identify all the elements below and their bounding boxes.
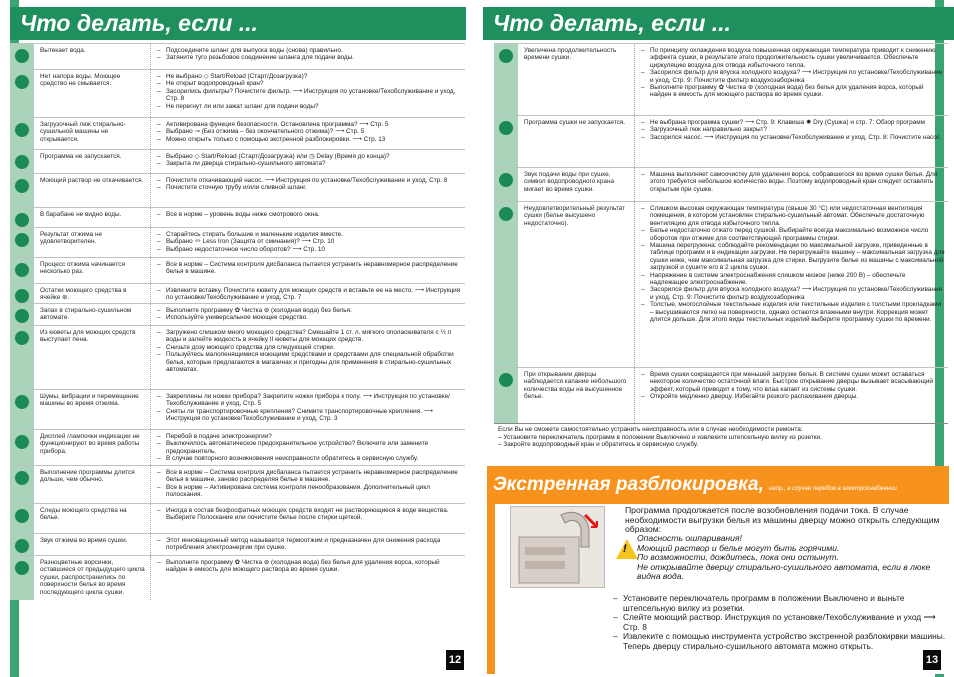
solution-list xyxy=(150,326,465,389)
bullet-dot-icon xyxy=(15,509,29,523)
problem-text: Программа не запускается. xyxy=(40,153,122,160)
row-marker xyxy=(494,202,518,367)
solution-list xyxy=(150,118,465,149)
bullet-dot-icon xyxy=(15,263,29,277)
row-marker xyxy=(494,168,518,201)
solution-list xyxy=(150,258,465,283)
bullet-dot-icon xyxy=(15,123,29,137)
warning-title: Опасность ошпаривания! xyxy=(637,533,742,543)
solution-item: – Сняты ли транспортировочные крепления? Снимите транспортировочные крепления. ⟶ Инструкция по установке/Техобслуживание и уход, Стр. 3 xyxy=(157,408,462,423)
table-row xyxy=(494,115,948,167)
problem-text: Звук отжима во время сушки. xyxy=(40,537,128,544)
solution-item: – Откройте медленно дверцу. Избегайте резкого распахивания дверцы. xyxy=(641,393,945,400)
row-marker xyxy=(494,116,518,167)
row-marker xyxy=(10,70,34,117)
solution-item: – Извлеките вставку. Почистите кювету для моющих средств и вставьте ее на место. ⟶ Инструкция по установке/Техобслуживание и уход, Стр. 7 xyxy=(157,287,462,302)
bullet-dot-icon xyxy=(15,539,29,553)
problem-text: Остатки моющего средства в ячейке ⊛. xyxy=(40,287,127,302)
problem-text: Следы моющего средства на белье. xyxy=(40,507,127,522)
bullet-dot-icon xyxy=(15,49,29,63)
bullet-dot-icon xyxy=(15,155,29,169)
bullet-dot-icon xyxy=(15,561,29,575)
row-marker xyxy=(10,326,34,389)
solution-item: – Старайтесь стирать большие и маленькие изделия вместе. xyxy=(157,231,462,238)
problem-text: Процесс отжима начинается несколько раз. xyxy=(40,261,125,276)
solution-list xyxy=(150,174,465,207)
service-note-item: – Установите переключатель программ в положении Выключено и извлеките штепсельную вилку из розетки. xyxy=(498,433,822,441)
service-note xyxy=(494,423,948,449)
service-note-item: – Закройте водопроводный кран и обратитесь в сервисную службу. xyxy=(498,441,699,448)
row-marker xyxy=(10,284,34,303)
solution-item: – Время сушки сокращается при меньшей загрузке белья. В системе сушки может оставаться некоторое количество остаточной влаги. Быстрое открывание дверцы вызывает всасывающий эффект, который приводит к тому, что влаа капает из системы сушки. xyxy=(641,371,945,393)
row-marker xyxy=(10,118,34,149)
emergency-step: – Установите переключатель программ в положении Выключено и выньте штепсельную вилку из розетки. xyxy=(613,594,951,613)
row-marker xyxy=(10,150,34,173)
row-marker xyxy=(10,504,34,533)
solution-item: – Засорились фильтры? Почистите фильтр. ⟶ Инструкция по установке/Техобслуживание и уход, Стр. 8 xyxy=(157,88,462,103)
solution-item: – Выбрано ⊸ (Без отжима – без окончательного отжима)? ⟶ Стр. 5 xyxy=(157,128,462,135)
table-row xyxy=(10,303,465,325)
problem-text: Результат отжима не удовлетворителен. xyxy=(40,231,103,246)
right-troubleshooting-table xyxy=(494,43,948,423)
problem-text: Дисплей /лампочки индикации не функционируют во время работы прибора. xyxy=(40,433,140,455)
problem-text: Загрузочный люк стирально-сушильной машины не открывается. xyxy=(40,121,126,143)
table-row xyxy=(10,227,465,257)
problem-text: В барабане не видно воды. xyxy=(40,211,122,218)
problem-text: Запах в стирально-сушильном автомате. xyxy=(40,307,132,322)
emergency-subtitle: напр., в случае перебоя в электроснабжении xyxy=(769,486,897,492)
solution-item: – Загрузочный люк направильно закрыт? xyxy=(641,126,945,133)
solution-item: – Все в норме – Система контроля дисбаланса пытается устранить неравномерное распределение белья в машине. xyxy=(157,261,462,276)
solution-list xyxy=(634,44,948,115)
solution-item: – Выбрано ◇ Start/Reload (Старт/Дозагрузка) или ◷ Delay (Время до конца)? xyxy=(157,153,462,160)
solution-item: – Машина перегружена: соблюдайте рекомендации по максимальной загрузке, приведенные в таблице программ и в индикации загрузки. Не перегружайте машину – максимальная загрузка для сушки ниже, чем максимальная загрузка для стирки. Выгрузите белье из машины с максимальной загрузкой и сушите его в 2 цикла сушки. xyxy=(641,242,945,272)
row-marker xyxy=(494,44,518,115)
solution-list xyxy=(150,284,465,303)
row-marker xyxy=(10,174,34,207)
solution-item: – В случае повторного возникновения неисправности обратитесь в сервисную службу. xyxy=(157,455,462,462)
solution-list xyxy=(150,504,465,533)
left-page-title: Что делать, если ... xyxy=(10,7,466,40)
solution-item: – Выполните программу ✿ Чистка ⊛ (холодная вода) без белья. xyxy=(157,307,462,314)
table-row xyxy=(10,429,465,465)
solution-item: – Не открыт водопроводный кран? xyxy=(157,80,462,87)
solution-item: – Выполните программу ✿ Чистка ⊛ (холодная вода) без белья для удаления ворса, который найден в емкость для моющего раствора во время сушки. xyxy=(157,559,462,574)
row-marker xyxy=(10,466,34,503)
table-row xyxy=(10,465,465,503)
service-note-intro: Если Вы не сможете самостоятельно устранить неисправность или в случае необходимости ремонта: xyxy=(498,426,803,433)
table-row xyxy=(10,325,465,389)
warning-line: Моющий раствор и белье могут быть горячими. xyxy=(637,542,840,553)
table-row xyxy=(10,533,465,555)
solution-item: – Снизьте дозу моющего средства для следующей стирки. xyxy=(157,344,462,351)
table-row xyxy=(10,207,465,227)
warning-line: По возможности, дождитесь, пока они остынут. xyxy=(637,552,839,563)
bullet-dot-icon xyxy=(499,207,513,221)
bullet-dot-icon xyxy=(15,233,29,247)
solution-list xyxy=(150,466,465,503)
solution-item: – Все в норме – Активирована система контроля пенообразования. Дополнительный цикл полоскания. xyxy=(157,484,462,499)
table-row xyxy=(10,555,465,600)
solution-item: – Машина выполняет самоочистку для удаления ворса, собравшегося во время сушки белья. Для этого требуется небольшое количество воды. Поэтому водопроводный кран следует оставлять открытым при сушке. xyxy=(641,171,945,193)
solution-list xyxy=(150,430,465,465)
table-row xyxy=(494,43,948,115)
emergency-unlock-header xyxy=(487,466,949,504)
problem-text: Шумы, вибрации и перемещение машины во время отжима. xyxy=(40,393,139,408)
solution-item: – Почистите откачивающий насос. ⟶ Инструкция по установке/Техобслуживание и уход, Стр. 8 xyxy=(157,177,462,184)
solution-item: – Затяните туго резьбовое соединение шланга для подачи воды. xyxy=(157,54,462,61)
solution-list xyxy=(150,228,465,257)
solution-list xyxy=(150,70,465,117)
solution-item: – Закреплены ли ножки прибора? Закрепите ножки прибора к полу. ⟶ Инструкция по установке/Техобслуживание и уход, Стр. 5 xyxy=(157,393,462,408)
problem-text: Разноцветные ворсинки, оставшиеся от предыдущего цикла сушки, распространились по поверхности белья во время последующего цикла сушки. xyxy=(40,559,145,596)
row-marker xyxy=(10,430,34,465)
solution-item: – Засорился фильтр для впуска холодного воздуха? ⟶ Инструкция по установке/Техобслуживание и уход, Стр. 9: Почистите фильтр воздухозаборника xyxy=(641,286,945,301)
solution-list xyxy=(150,556,465,600)
bullet-dot-icon xyxy=(15,289,29,303)
problem-text: Выполнение программы длится дольше, чем обычно. xyxy=(40,469,135,484)
problem-text: Вытекает вода. xyxy=(40,47,86,54)
bullet-dot-icon xyxy=(499,373,513,387)
solution-list xyxy=(150,44,465,69)
left-troubleshooting-table xyxy=(10,43,465,600)
solution-item: – Все в норме – уровень воды ниже смотрового окна. xyxy=(157,211,462,218)
row-marker xyxy=(10,228,34,257)
solution-item: – Выключилось автоматическое предохранительное устройство? Включите или замените предохранитель. xyxy=(157,440,462,455)
bullet-dot-icon xyxy=(15,395,29,409)
solution-item: – Выбрано недостаточное число оборотов? ⟶ Стр. 10 xyxy=(157,246,462,253)
bullet-dot-icon xyxy=(15,213,29,227)
solution-list xyxy=(150,150,465,173)
row-marker xyxy=(494,368,518,423)
table-row xyxy=(10,283,465,303)
table-row xyxy=(494,367,948,423)
emergency-step: – Извлеките с помощью инструмента устройство экстренной разблокирвки машины. Теперь дверцу стирально-сушильного автомата можно открыть. xyxy=(613,632,951,651)
solution-item: – Выбрано ⏛ Less Iron (Защита от сминания)? ⟶ Стр. 10 xyxy=(157,238,462,245)
solution-item: – Белье недостаточно отжато перед сушкой. Выбирайте всегда максимально возможное число оборотов при отжиме для соответствующей программы стирки. xyxy=(641,227,945,242)
problem-text: Неудовлетворительный результат сушки (белье высушено недостаточно). xyxy=(524,205,625,227)
scald-warning xyxy=(623,533,947,582)
table-row xyxy=(10,149,465,173)
solution-list xyxy=(634,116,948,167)
emergency-steps xyxy=(613,594,951,652)
solution-item: – Пользуйтесь малопенящимися моющими средствами и средствами для специальной обработки белья, которые предлагаются в магазинах и пригодны для применения в стирально-сушильных автоматах. xyxy=(157,351,462,373)
row-marker xyxy=(10,44,34,69)
exclamation-icon: ! xyxy=(623,543,627,555)
solution-list xyxy=(150,208,465,227)
solution-item: – Иногда в состав безфосфатных моющих средств входят не растворяющиеся в воде вещества. Выберите Полоскание или почистите белье после стирки щеткой. xyxy=(157,507,462,522)
solution-item: – Активирована функция безопасности. Остановлена программа? ⟶ Стр. 5 xyxy=(157,121,462,128)
emergency-title: Экстренная разблокировка, xyxy=(493,474,764,495)
solution-item: – Подсоедините шланг для выпуска воды (снова) правильно. xyxy=(157,47,462,54)
right-page-title: Что делать, если ... xyxy=(483,7,954,40)
table-row xyxy=(10,257,465,283)
bullet-dot-icon xyxy=(15,331,29,345)
emergency-intro: Программа продолжается после возобновления подачи тока. В случае необходимости выгрузки белья из машины дверцу можно открыть следующим образом: xyxy=(625,505,940,535)
table-row xyxy=(10,43,465,69)
solution-list xyxy=(150,390,465,429)
emergency-unlock-section xyxy=(487,504,949,674)
bullet-dot-icon xyxy=(499,121,513,135)
solution-item: – Закрыта ли дверца стирально-сушильного автомата? xyxy=(157,160,462,167)
table-row xyxy=(494,201,948,367)
solution-item: – Перебой в подаче электроэнергии? xyxy=(157,433,462,440)
solution-item: – Толстые, многослойные текстильные изделия или текстильные изделия с толстыми прокладками – высушиваются легко на поверхности, однако остаются влажными внутри. Коррекция может длится дольше. Для этого виды текстильных изделий выберите программу сушки по времени. xyxy=(641,301,945,323)
row-marker xyxy=(10,390,34,429)
solution-item: – Этот инновационный метод называется термоотжим и предназначен для снижения расхода потребления электроэнергии при сушке. xyxy=(157,537,462,552)
row-marker xyxy=(10,258,34,283)
problem-text: При открывании дверцы наблюдается капание небольшого количества воды на высушенное белье. xyxy=(524,371,627,401)
solution-item: – Можно открыть только с помощью экстренной разблокировки. ⟶ Стр. 13 xyxy=(157,136,462,143)
bullet-dot-icon xyxy=(15,75,29,89)
bullet-dot-icon xyxy=(499,173,513,187)
bullet-dot-icon xyxy=(15,309,29,323)
solution-item: – Не перегнут ли или зажат шланг для подачи воды? xyxy=(157,103,462,110)
solution-item: – Засорился фильтр для впуска холодного воздуха? ⟶ Инструкция по установке/Техобслуживание и уход, Стр. 9: Почистите фильтр воздухозаборника xyxy=(641,69,945,84)
solution-item: – Выполните программу ✿ Чистка ⊛ (холодная вода) без белья для удаления ворса, который найден в емкость для моющего раствора во время сушки. xyxy=(641,84,945,99)
emergency-step: – Слейте моющий раствор. Инструкция по установке/Техобслуживание и уход ⟶ Стр. 8 xyxy=(613,613,951,632)
bullet-dot-icon xyxy=(499,49,513,63)
solution-item: – Почистите сточную трубу и/или сливной шланг. xyxy=(157,184,462,191)
solution-list xyxy=(150,304,465,325)
table-row xyxy=(494,167,948,201)
row-marker xyxy=(10,304,34,325)
row-marker xyxy=(10,534,34,555)
solution-item: – Засорился насос. ⟶ Инструкция по установке/Техобслуживание и уход, Стр. 8: Почистите насос xyxy=(641,134,945,141)
problem-text: Программа сушки не запускается. xyxy=(524,119,626,126)
solution-item: – Не выбрана программа сушки? ⟶ Стр. 9: Клавиша ✹ Dry (Сушка) и стр. 7: Обзор программ xyxy=(641,119,945,126)
table-row xyxy=(10,503,465,533)
left-page-number: 12 xyxy=(446,650,464,670)
solution-item: – Используйте универсальное моющее средство. xyxy=(157,314,462,321)
solution-item: – Загружено слишком много моющего средства? Смешайте 1 ст. л. мягкого ополаскивателя с ½ л воды и залейте жидкость в ячейку II кюветы для моющих средств. xyxy=(157,329,462,344)
warning-line: Не открывайте дверцу стирально-сушильного автомата, если в люке видна вода. xyxy=(637,561,931,582)
machine-filter-illustration xyxy=(511,507,604,587)
solution-list xyxy=(634,168,948,201)
problem-text: Увеличена продолжительность времени сушки. xyxy=(524,47,617,62)
solution-item: – Не выбрано ◇ Start/Reload (Старт/Дозагрузка)? xyxy=(157,73,462,80)
solution-item: – Слишком высокая окружающая температура (свыше 30 °C) или недостаточная вентиляция помещения, в котором установлен стирально-сушильный автомат. Обеспечьте достаточную вентиляцию для отвода избыточного тепла. xyxy=(641,205,945,227)
problem-text: Из кюветы для моющих средств выступает пена. xyxy=(40,329,136,344)
problem-text: Звук подачи воды при сушке, символ водопроводного крана мигает во время сушки. xyxy=(524,171,615,193)
bullet-dot-icon xyxy=(15,471,29,485)
solution-item: – По принципу охлаждения воздуха повышенная окружающая температура приводит к снижению эффекта сушки, в результате этого продолжительность сушки увеличивается. Обеспечьте циркуляцию воздуха для отвода избыточного тепла. xyxy=(641,47,945,69)
row-marker xyxy=(10,208,34,227)
right-page-number: 13 xyxy=(923,650,941,670)
table-row xyxy=(10,389,465,429)
solution-list xyxy=(150,534,465,555)
solution-list xyxy=(634,368,948,423)
warning-triangle-icon xyxy=(616,539,638,559)
right-page xyxy=(477,0,954,677)
solution-list xyxy=(634,202,948,367)
bullet-dot-icon xyxy=(15,435,29,449)
bullet-dot-icon xyxy=(15,179,29,193)
table-row xyxy=(10,173,465,207)
solution-item: – Все в норме – Система контроля дисбаланса пытается устранить неравномерное распределение белья в машине, заново распределяя белье в машине. xyxy=(157,469,462,484)
problem-text: Моющий раствор не откачивается. xyxy=(40,177,144,184)
emergency-unlock-illustration xyxy=(510,506,605,588)
table-row xyxy=(10,69,465,117)
table-row xyxy=(10,117,465,149)
row-marker xyxy=(10,556,34,600)
problem-text: Нет напора воды. Моющее средство не смывается. xyxy=(40,73,121,88)
solution-item: – Напряжение в системе электроснабжения слишком низкое (ниже 200 В) – обеспечьте надлежащее электроснабжение. xyxy=(641,272,945,287)
